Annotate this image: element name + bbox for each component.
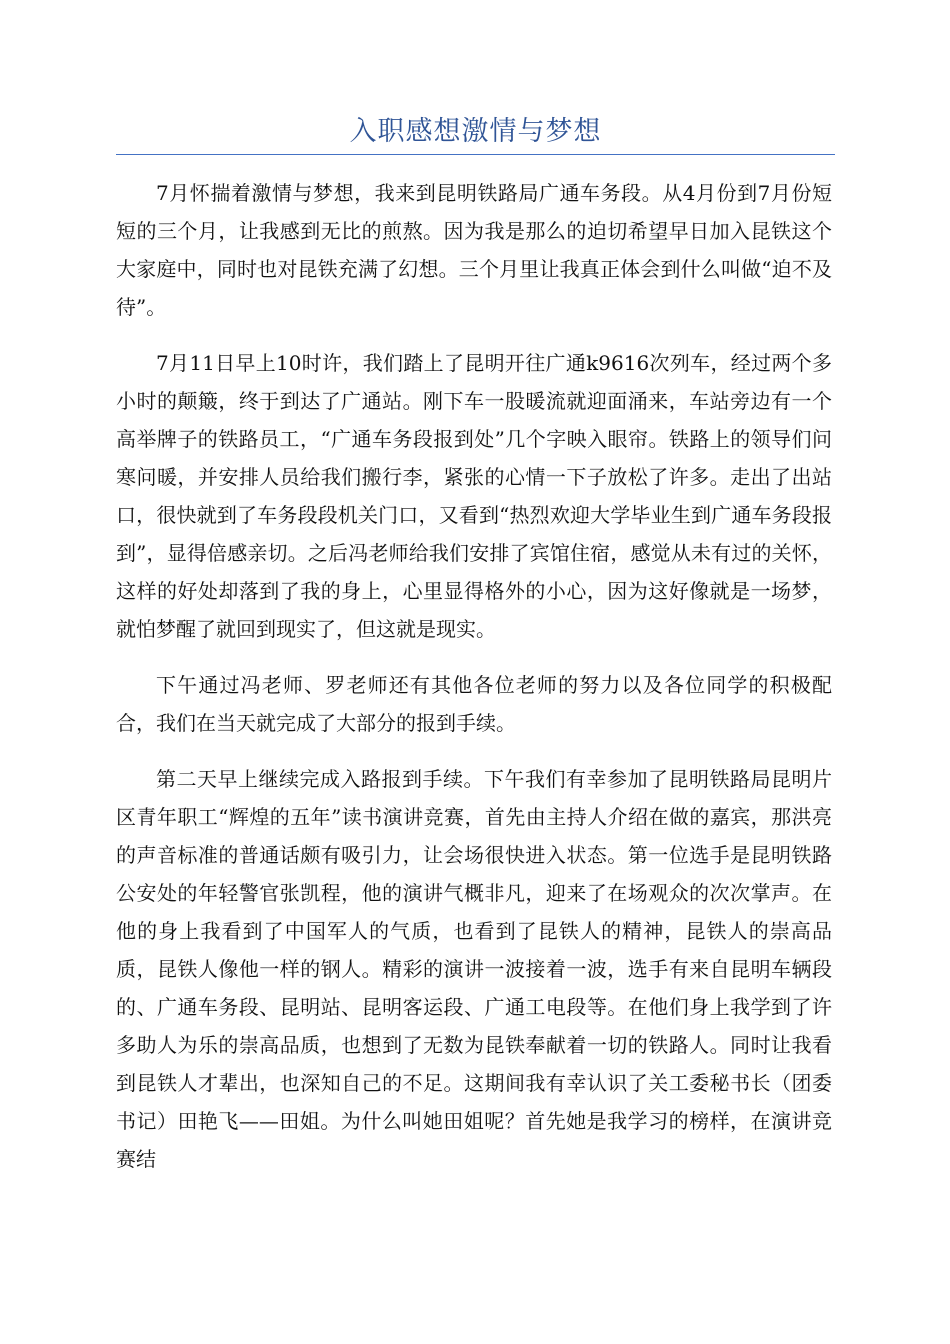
- paragraph-2: 7月11日早上10时许，我们踏上了昆明开往广通k9616次列车，经过两个多小时的颠簸，终于到达了广通站。刚下车一股暖流就迎面涌来，车站旁边有一个高举牌子的铁路员工，“广通车务段报到处”几个字映入眼帘。铁路上的领导们问寒问暖，并安排人员给我们搬行李，紧张的心情一下子放松了许多。走出了出站口，很快就到了车务段段机关门口，又看到“热烈欢迎大学毕业生到广通车务段报到”，显得倍感亲切。之后冯老师给我们安排了宾馆住宿，感觉从未有过的关怀，这样的好处却落到了我的身上，心里显得格外的小心，因为这好像就是一场梦，就怕梦醒了就回到现实了，但这就是现实。: [116, 351, 832, 641]
- paragraph-1: 7月怀揣着激情与梦想，我来到昆明铁路局广通车务段。从4月份到7月份短短的三个月，让我感到无比的煎熬。因为我是那么的迫切希望早日加入昆铁这个大家庭中，同时也对昆铁充满了幻想。三个月里让我真正体会到什么叫做“迫不及待”。: [116, 181, 832, 319]
- paragraph-3: 下午通过冯老师、罗老师还有其他各位老师的努力以及各位同学的积极配合，我们在当天就完成了大部分的报到手续。: [116, 673, 832, 735]
- document-body: [116, 174, 832, 1196]
- document-title: 入职感想激情与梦想: [349, 116, 602, 147]
- title-underline: [116, 154, 835, 155]
- paragraph-4: 第二天早上继续完成入路报到手续。下午我们有幸参加了昆明铁路局昆明片区青年职工“辉煌的五年”读书演讲竞赛，首先由主持人介绍在做的嘉宾，那洪亮的声音标准的普通话颇有吸引力，让会场很快进入状态。第一位选手是昆明铁路公安处的年轻警官张凯程，他的演讲气概非凡，迎来了在场观众的次次掌声。在他的身上我看到了中国军人的气质，也看到了昆铁人的精神，昆铁人的崇高品质，昆铁人像他一样的钢人。精彩的演讲一波接着一波，选手有来自昆明车辆段的、广通车务段、昆明站、昆明客运段、广通工电段等。在他们身上我学到了许多助人为乐的崇高品质，也想到了无数为昆铁奉献着一切的铁路人。同时让我看到昆铁人才辈出，也深知自己的不足。这期间我有幸认识了关工委秘书长（团委书记）田艳飞——田姐。为什么叫她田姐呢？首先她是我学习的榜样，在演讲竞赛结: [116, 767, 832, 1171]
